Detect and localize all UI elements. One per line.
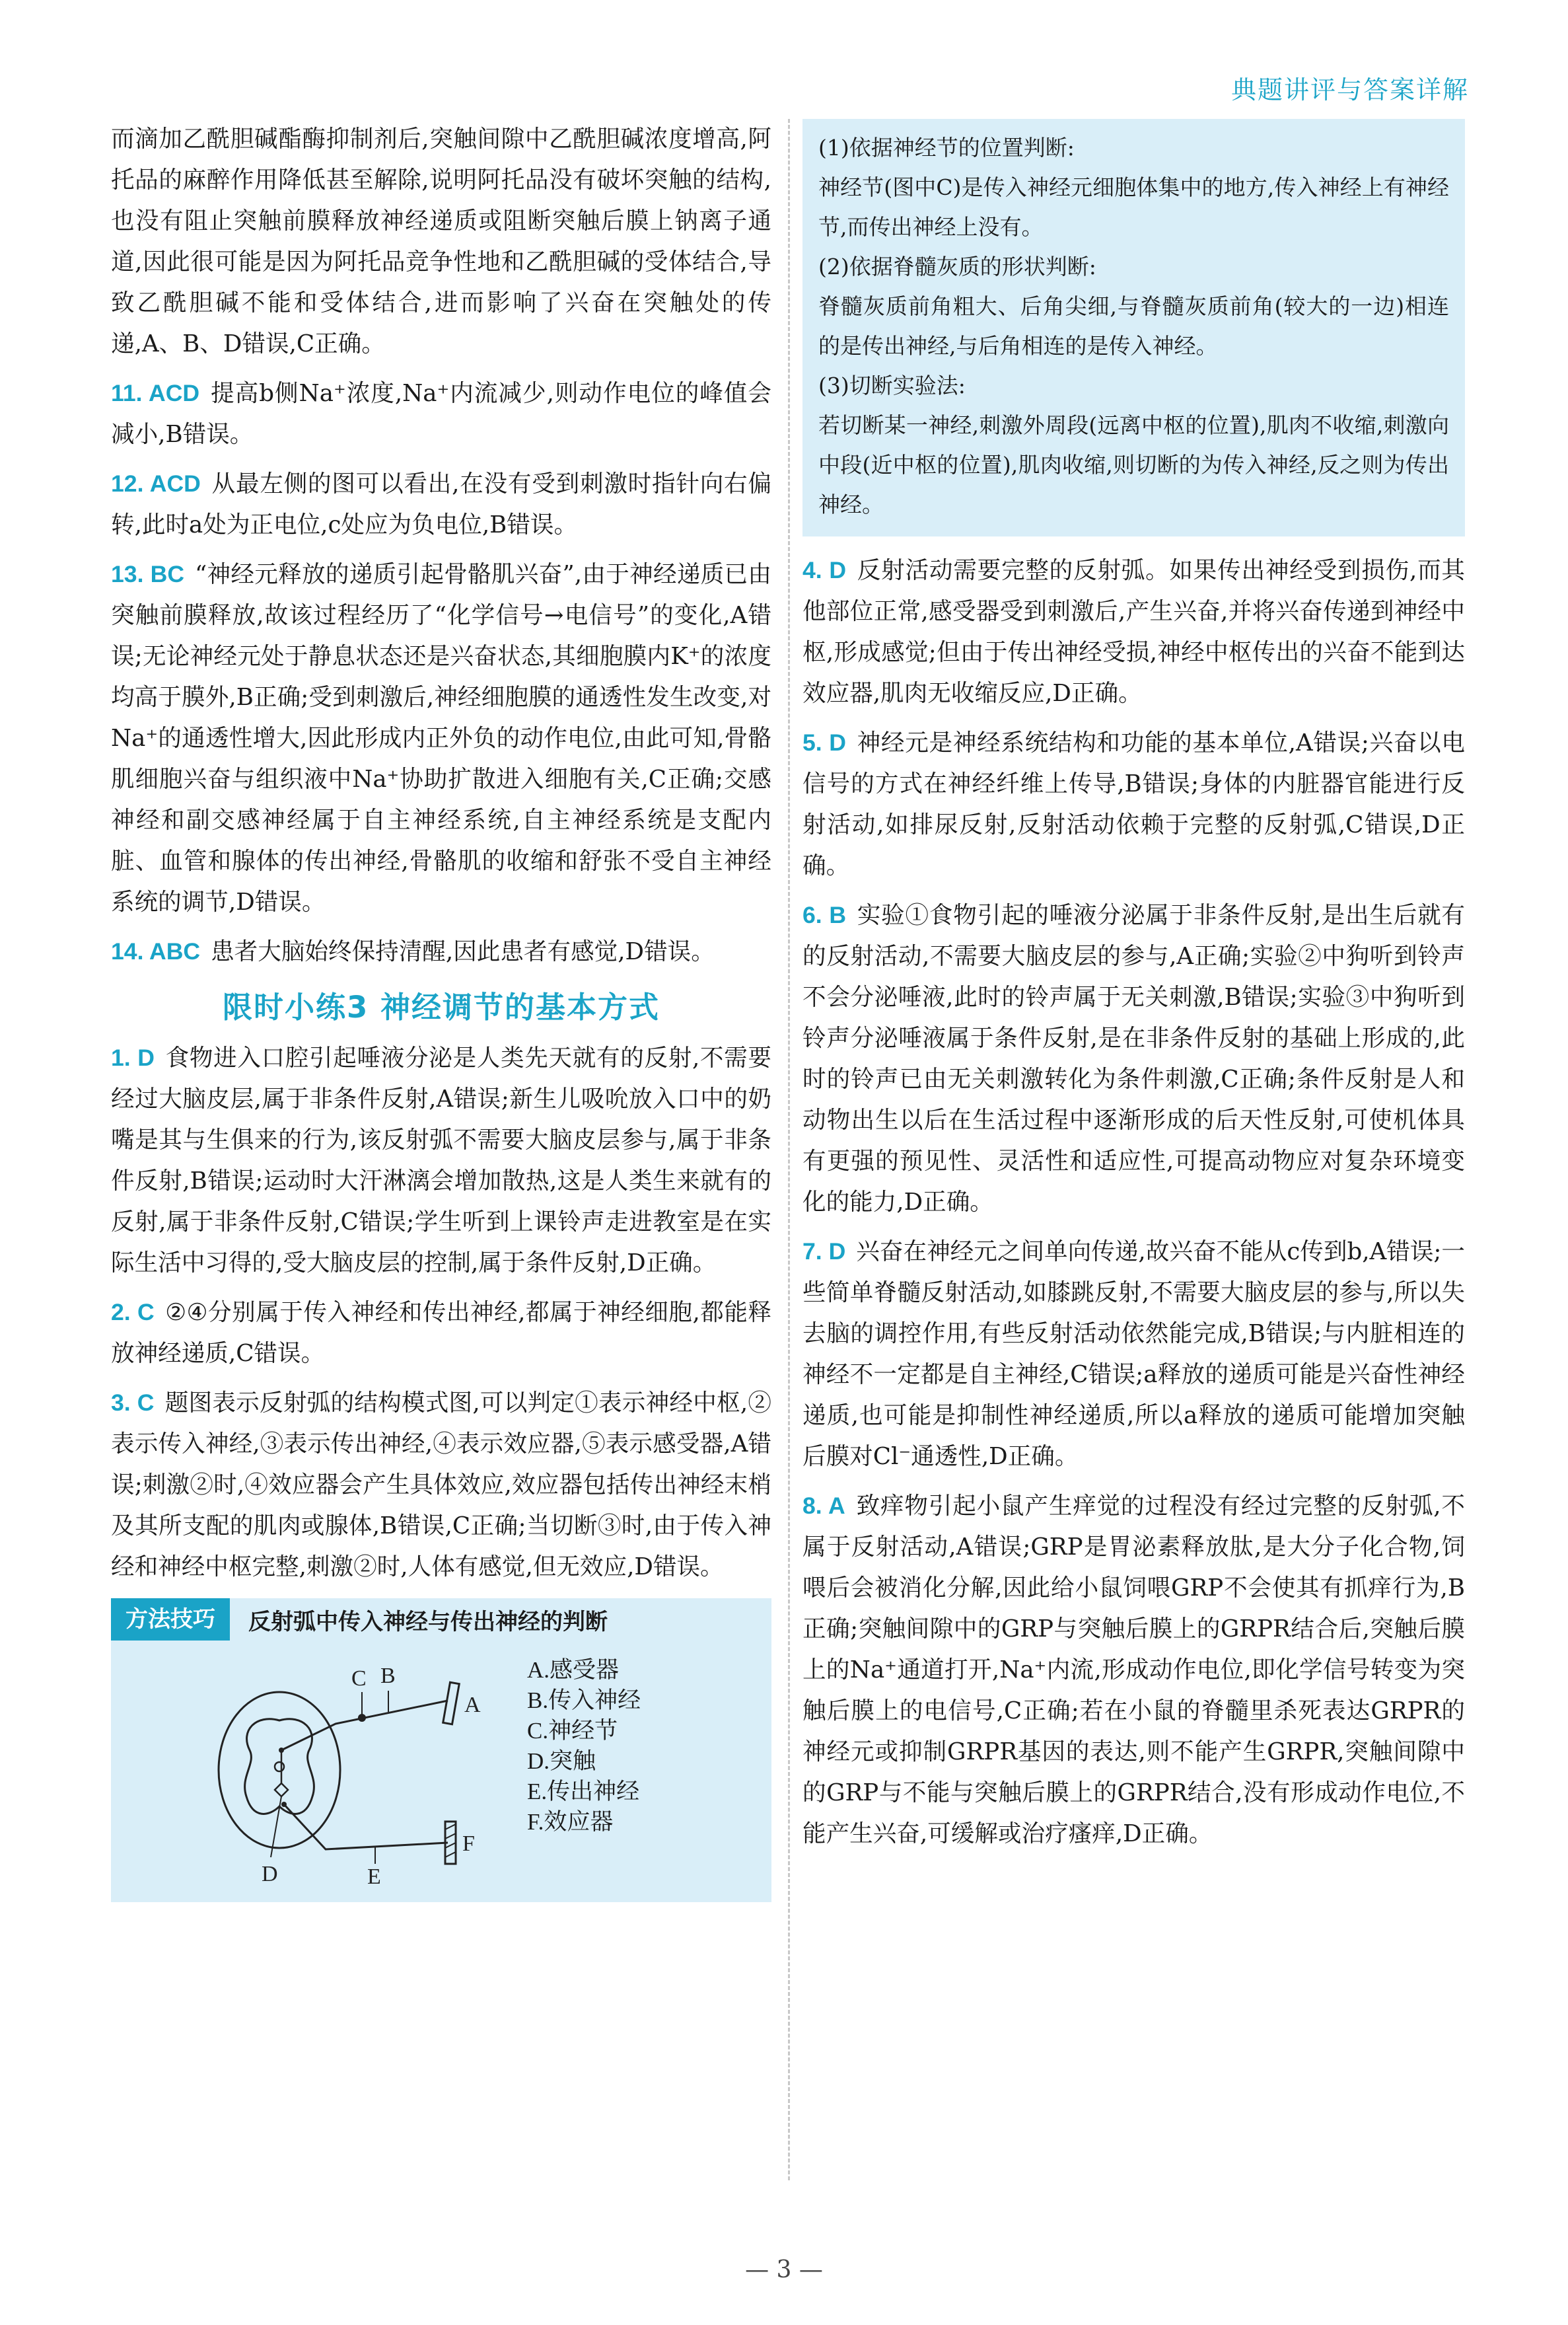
answer-number: 8. A — [802, 1493, 845, 1519]
synapse-marker — [275, 1783, 288, 1796]
answer-s2 — [111, 1292, 771, 1374]
answer-text: 实验①食物引起的唾液分泌属于非条件反射,是出生后就有的反射活动,不需要大脑皮层的参与,A正确;实验②中狗听到铃声不会分泌唾液,此时的铃声属于无关刺激,B错误;实验③中狗听到铃声分泌唾液属于条件反射,是在非条件反射的基础上形成的,此时的铃声已由无关刺激转化为条件刺激,C正确;条件反射是人和动物出生以后在生活过程中逐渐形成的后天性反射,可使机体具有更强的预见性、灵活性和适应性,可提高动物应对复杂环境变化的能力,D正确。 — [802, 902, 1465, 1216]
left-column — [111, 119, 771, 1902]
tip-line: (2)依据脊髓灰质的形状判断: — [818, 254, 1096, 279]
right-column — [802, 119, 1465, 1855]
answer-number: 4. D — [802, 557, 847, 583]
gray-matter — [245, 1719, 314, 1814]
answer-number: 2. C — [111, 1299, 155, 1325]
paragraph-continuation: 而滴加乙酰胆碱酯酶抑制剂后,突触间隙中乙酰胆碱浓度增高,阿托品的麻醉作用降低甚至解除,说明阿托品没有破坏突触的结构,也没有阻止突触前膜释放神经递质或阻断突触后膜上钠离子通道,因此很可能是因为阿托品竞争性地和乙酰胆碱的受体结合,导致乙酰胆碱不能和受体结合,进而影响了兴奋在突触处的传递,A、B、D错误,C正确。 — [111, 126, 771, 357]
answer-s8 — [802, 1485, 1465, 1855]
answer-s7 — [802, 1231, 1465, 1477]
answer-11 — [111, 373, 771, 455]
answer-text: 兴奋在神经元之间单向传递,故兴奋不能从c传到b,A错误;一些简单脊髓反射活动,如膝跳反射,不需要大脑皮层的参与,所以失去脑的调控作用,有些反射活动依然能完成,B错误;与内脏相连的神经不一定都是自主神经,C错误;a释放的递质可能是兴奋性神经递质,也可能是抑制性神经递质,所以a释放的递质可能增加突触后膜对Cl⁻通透性,D正确。 — [802, 1238, 1466, 1470]
answer-s3 — [111, 1382, 771, 1588]
answer-number: 3. C — [111, 1389, 155, 1416]
answer-number: 12. ACD — [111, 470, 201, 497]
answer-14 — [111, 931, 771, 973]
tip-line: 若切断某一神经,刺激外周段(远离中枢的位置),肌肉不收缩,刺激向中段(近中枢的位置),肌肉收缩,则切断的为传入神经,反之则为传出神经。 — [818, 412, 1449, 517]
method-header — [111, 1598, 771, 1641]
header-title: 典题讲评与答案详解 — [1230, 75, 1469, 104]
answer-text: 提高b侧Na⁺浓度,Na⁺内流减少,则动作电位的峰值会减小,B错误。 — [111, 380, 772, 448]
legend-item: D.突触 — [527, 1748, 596, 1774]
effector-hatch — [445, 1852, 456, 1857]
answer-number: 6. B — [802, 902, 847, 928]
effector-hatch — [445, 1824, 456, 1829]
legend-item: B.传入神经 — [527, 1687, 641, 1713]
diagram-label-e: E — [367, 1864, 381, 1889]
column-divider — [788, 119, 790, 2180]
tip-line: 脊髓灰质前角粗大、后角尖细,与脊髓灰质前角(较大的一边)相连的是传出神经,与后角相连的是传入神经。 — [818, 293, 1449, 359]
legend-item: C.神经节 — [527, 1718, 618, 1744]
answer-s1 — [111, 1037, 771, 1284]
answer-s6 — [802, 895, 1465, 1223]
central-canal — [275, 1762, 284, 1771]
legend-item: E.传出神经 — [527, 1779, 640, 1804]
answer-number: 11. ACD — [111, 380, 200, 406]
tip-line: 神经节(图中C)是传入神经元细胞体集中的地方,传入神经上有神经节,而传出神经上没有。 — [818, 174, 1449, 240]
answer-text: 反射活动需要完整的反射弧。如果传出神经受到损伤,而其他部位正常,感受器受到刺激后,产生兴奋,并将兴奋传递到神经中枢,形成感觉;但由于传出神经受损,神经中枢传出的兴奋不能到达效应器,肌肉无收缩反应,D正确。 — [802, 557, 1465, 707]
legend-item: F.效应器 — [527, 1809, 614, 1835]
diagram-legend — [527, 1655, 641, 1837]
section-title: 限时小练3 神经调节的基本方式 — [223, 990, 660, 1025]
spinal-cord-outline — [219, 1692, 340, 1848]
answer-text: 题图表示反射弧的结构模式图,可以判定①表示神经中枢,②表示传入神经,③表示传出神经,④表示效应器,⑤表示感受器,A错误;刺激②时,④效应器会产生具体效应,效应器包括传出神经末梢及其所支配的肌肉或腺体,B错误,C正确;当切断③时,由于传入神经和神经中枢完整,刺激②时,人体有感觉,但无效应,D错误。 — [111, 1389, 772, 1580]
diagram-label-f: F — [462, 1831, 475, 1856]
diagram-label-a: A — [464, 1693, 481, 1717]
answer-number: 5. D — [802, 729, 846, 756]
method-label: 方法技巧 — [111, 1598, 230, 1641]
answer-12 — [111, 463, 771, 546]
legend-item: A.感受器 — [527, 1657, 620, 1683]
effector-hatch — [445, 1833, 456, 1839]
method-tips-box — [802, 119, 1465, 536]
answer-s5 — [802, 722, 1465, 887]
reflex-arc-diagram — [210, 1651, 520, 1896]
answer-s4 — [802, 550, 1465, 714]
answer-text: 神经元是神经系统结构和功能的基本单位,A错误;兴奋以电信号的方式在神经纤维上传导,B错误;身体的内脏器官能进行反射活动,如排尿反射,反射活动依赖于完整的反射弧,C错误,D正确。 — [802, 729, 1465, 879]
answer-text: 从最左侧的图可以看出,在没有受到刺激时指针向右偏转,此时a处为正电位,c处应为负电位,B错误。 — [111, 470, 771, 538]
tip-line: (3)切断实验法: — [818, 373, 966, 398]
answer-text: ②④分别属于传入神经和传出神经,都属于神经细胞,都能释放神经递质,C错误。 — [111, 1299, 771, 1367]
answer-13 — [111, 554, 771, 923]
answer-number: 14. ABC — [111, 938, 201, 965]
answer-number: 13. BC — [111, 561, 185, 587]
answer-text: 食物进入口腔引起唾液分泌是人类先天就有的反射,不需要经过大脑皮层,属于非条件反射,A错误;新生儿吸吮放入口中的奶嘴是其与生俱来的行为,该反射弧不需要大脑皮层参与,属于非条件反射,B错误;运动时大汗淋漓会增加散热,这是人类生来就有的反射,属于非条件反射,C错误;学生听到上课铃声走进教室是在实际生活中习得的,受大脑皮层的控制,属于条件反射,D正确。 — [111, 1045, 771, 1276]
receptor — [443, 1682, 460, 1724]
answer-text: 致痒物引起小鼠产生痒觉的过程没有经过完整的反射弧,不属于反射活动,A错误;GRP是胃泌素释放肽,是大分子化合物,饲喂后会被消化分解,因此给小鼠饲喂GRP不会使其有抓痒行为,B正确;突触间隙中的GRP与突触后膜上的GRPR结合后,突触后膜上的Na⁺通道打开,Na⁺内流,形成动作电位,即化学信号转变为突触后膜上的电信号,C正确;若在小鼠的脊髓里杀死表达GRPR的神经元或抑制GRPR基因的表达,则不能产生GRPR,突触间隙中的GRP与不能与突触后膜上的GRPR结合,没有形成动作电位,不能产生兴奋,可缓解或治疗瘙痒,D正确。 — [802, 1493, 1465, 1847]
answer-text: 患者大脑始终保持清醒,因此患者有感觉,D错误。 — [211, 938, 715, 965]
diagram-label-d: D — [262, 1862, 278, 1886]
efferent-nerve — [284, 1804, 448, 1849]
tip-line: (1)依据神经节的位置判断: — [818, 135, 1075, 161]
page-number: — 3 — — [745, 2256, 823, 2283]
answer-text: “神经元释放的递质引起骨骼肌兴奋”,由于神经递质已由突触前膜释放,故该过程经历了“化学信号→电信号”的变化,A错误;无论神经元处于静息状态还是兴奋状态,其细胞膜内K⁺的浓度均高于膜外,B正确;受到刺激后,神经细胞膜的通透性发生改变,对Na⁺的通透性增大,因此形成内正外负的动作电位,由此可知,骨骼肌细胞兴奋与组织液中Na⁺协助扩散进入细胞有关,C正确;交感神经和副交感神经属于自主神经系统,自主神经系统是支配内脏、血管和腺体的传出神经,骨骼肌的收缩和舒张不受自主神经系统的调节,D错误。 — [111, 561, 772, 916]
answer-number: 1. D — [111, 1045, 155, 1071]
method-box — [111, 1598, 771, 1902]
diagram-label-b: B — [380, 1664, 396, 1688]
method-title: 反射弧中传入神经与传出神经的判断 — [248, 1608, 608, 1635]
answer-number: 7. D — [802, 1238, 846, 1265]
diagram-label-c: C — [351, 1666, 367, 1691]
